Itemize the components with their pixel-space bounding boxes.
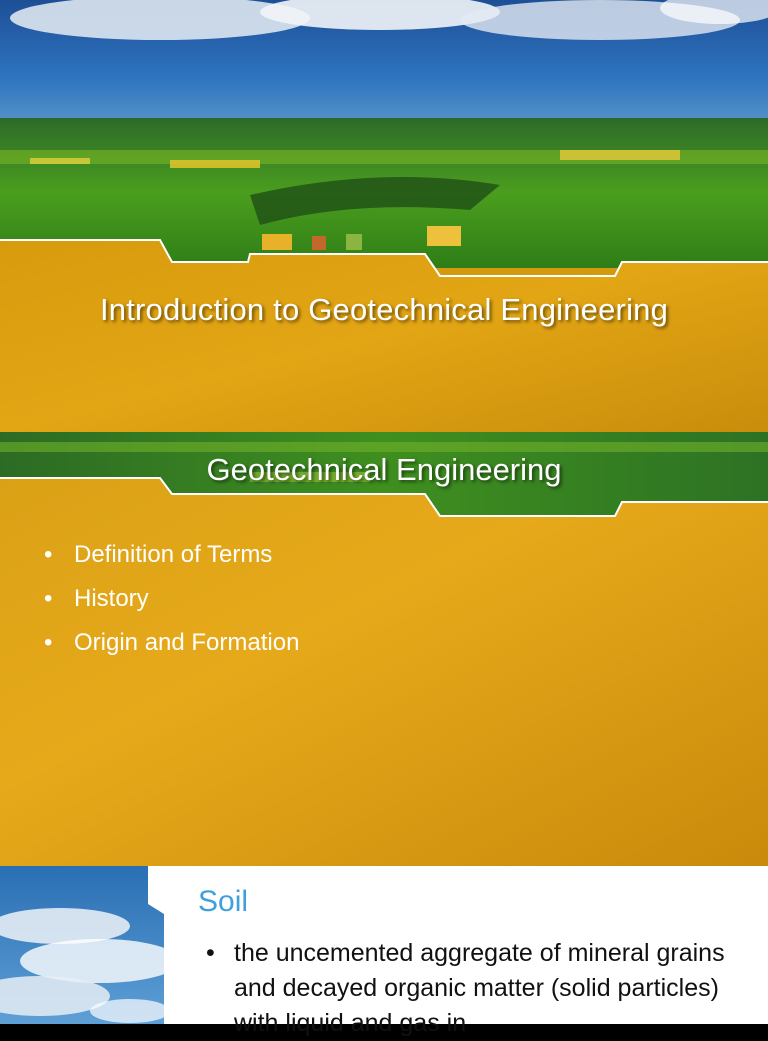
outline-list (44, 538, 299, 670)
soil-definition (206, 936, 746, 1041)
list-item-text: Definition of Terms (74, 541, 273, 568)
soil-heading: Soil (198, 885, 249, 918)
list-item-text: History (74, 585, 149, 612)
list-item (44, 582, 299, 626)
slide-heading: Geotechnical Engineering (206, 452, 562, 487)
list-item-text: Origin and Formation (74, 629, 300, 656)
title-slide (0, 0, 768, 432)
bullet-marker: • (44, 585, 53, 612)
bullet-marker: • (206, 939, 215, 967)
list-item (44, 626, 299, 670)
bullet-marker: • (44, 541, 53, 568)
list-item (44, 538, 299, 582)
landscape-background (0, 0, 768, 432)
slide-title: Introduction to Geotechnical Engineering (99, 292, 669, 327)
soil-definition-text: the uncemented aggregate of mineral grains and decayed organic matter (solid particles) with liquid and gas in (234, 939, 725, 1037)
bullet-marker: • (44, 629, 53, 656)
